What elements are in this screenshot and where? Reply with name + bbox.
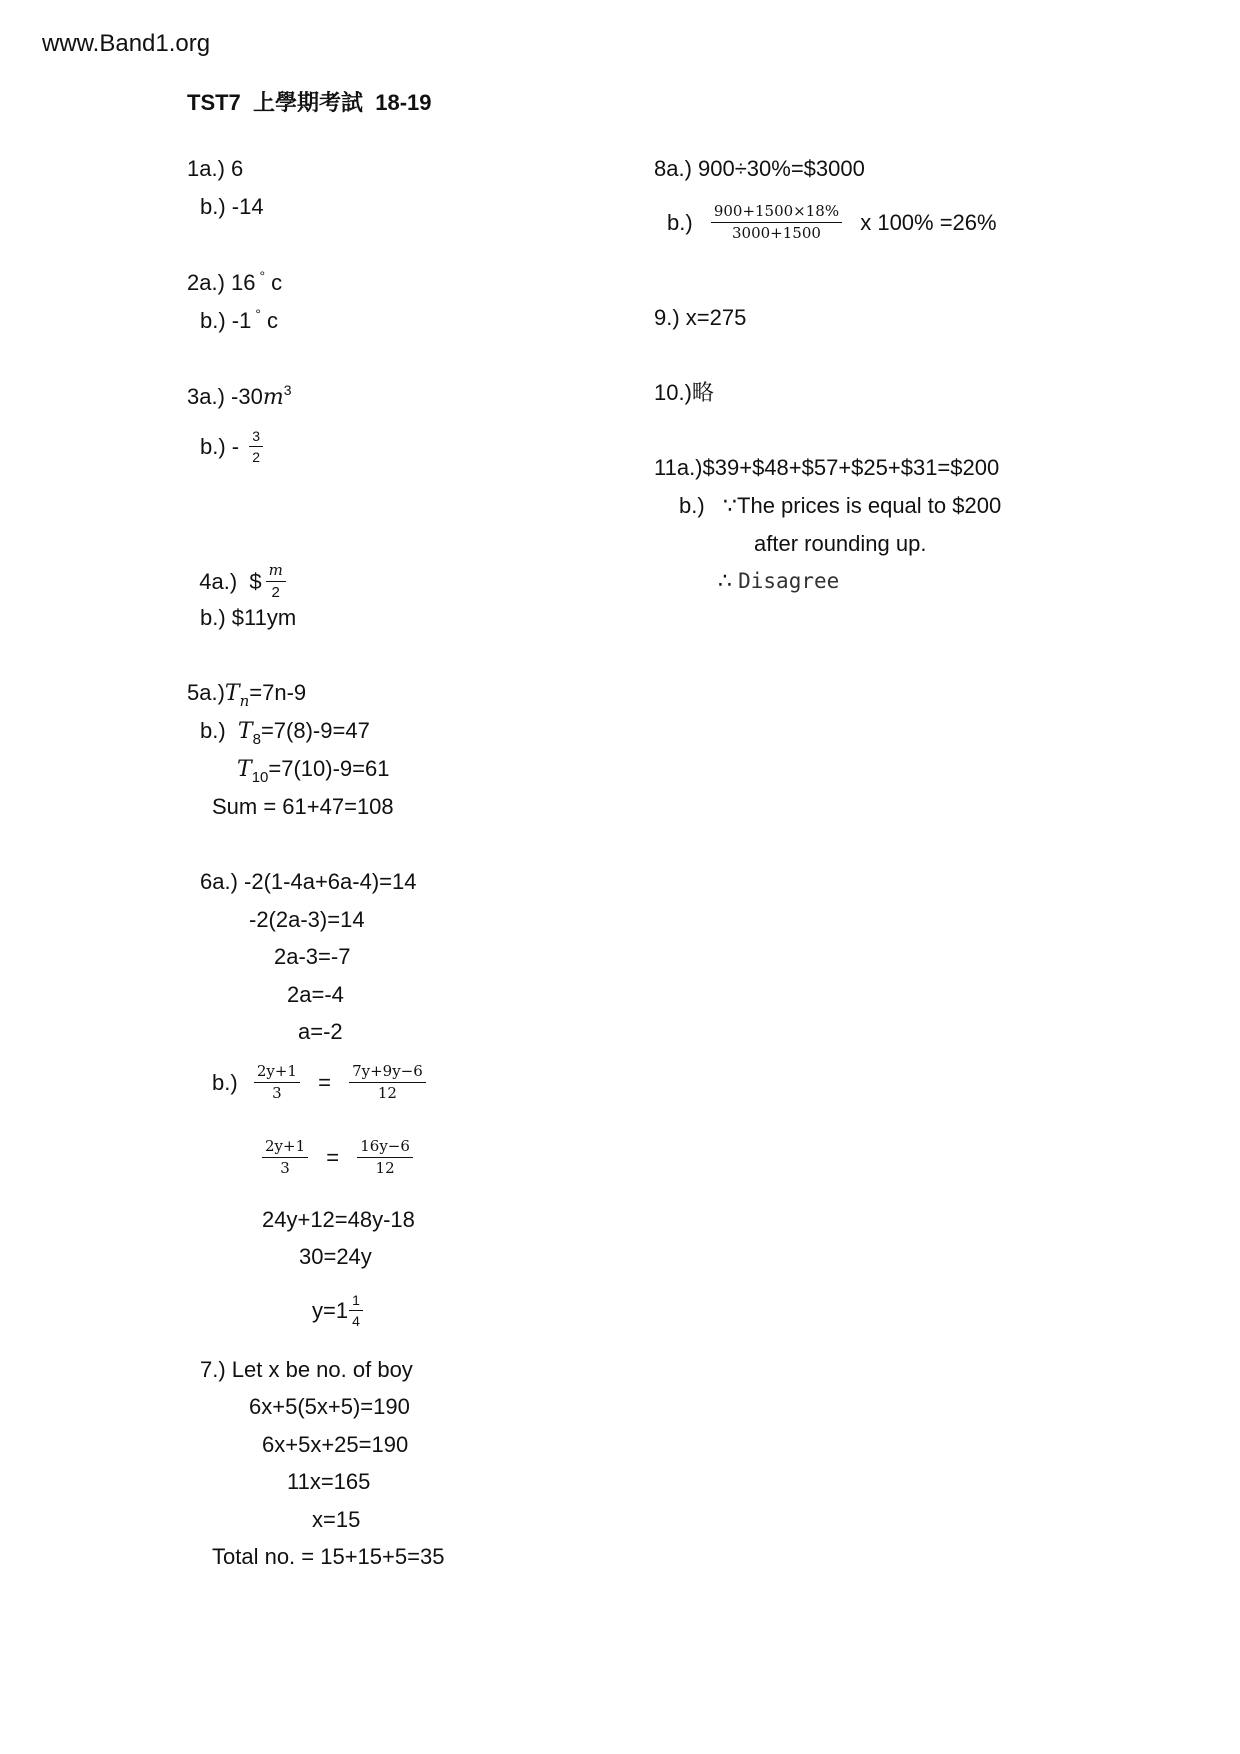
q1a-answer: 1a.) 6 [187, 156, 244, 181]
q6a-line: a=-2 [298, 1019, 343, 1044]
q11b-line2: after rounding up. [754, 531, 927, 556]
fraction: $\frac{2y+1}{3}$ [254, 1063, 300, 1103]
degree-symbol: ° [255, 306, 261, 322]
site-watermark: www.Band1.org [42, 30, 211, 57]
page-title: TST7 上學期考試 18-19 [187, 90, 432, 115]
fraction: $\frac{1}{4}$ [349, 1292, 363, 1329]
degree-symbol: ° [259, 268, 266, 284]
q11b-conclusion: ∴ Disagree [718, 569, 840, 594]
q1b-answer: b.) -14 [200, 194, 264, 219]
q4b-answer: b.) $11ym [200, 605, 297, 630]
fraction: $\frac{2y+1}{3}$ [262, 1138, 308, 1178]
q5b-sum: Sum = 61+47=108 [212, 794, 394, 819]
q6a-line: -2(2a-3)=14 [249, 907, 365, 932]
fraction: $\frac{3}{2}$ [249, 428, 263, 465]
q7-line: 6x+5x+25=190 [262, 1432, 409, 1457]
therefore-symbol: ∴ [718, 569, 732, 594]
q5b-line2: $T_{10}=7(10)-9=61$ [237, 756, 390, 786]
q6b-line3: 24y+12=48y-18 [262, 1207, 415, 1232]
q7-line: 6x+5(5x+5)=190 [249, 1394, 410, 1419]
q5a-answer: $5a.)T_n=7n-9$ [187, 680, 307, 710]
q10-answer: 10.)略 [654, 380, 714, 405]
because-symbol: ∵ [723, 494, 738, 519]
q6b-final: y=1 $\frac{1}{4}$ [312, 1292, 367, 1329]
q8b-answer: b.) $\frac{900+1500\times 18\%}{3000+1500}$ x 100% =26% [667, 202, 997, 243]
q5b-line1: b.) $T_8=7(8)-9=47$ [200, 718, 370, 748]
q3a-answer: 3a.) $-30m^3$ [187, 382, 292, 410]
q7-line: 11x=165 [287, 1469, 371, 1494]
fraction: $\frac{900+1500\times 18\%}{3000+1500}$ [711, 203, 842, 243]
fraction: $\frac{m}{2}$ [266, 562, 286, 602]
q8a-answer: 8a.) 900÷30%=$3000 [654, 156, 865, 181]
q9-answer: 9.) x=275 [654, 305, 747, 330]
q6a-line: 2a=-4 [287, 982, 344, 1007]
q7-line: 7.) Let x be no. of boy [200, 1357, 413, 1382]
fraction: $\frac{7y+9y-6}{12}$ [349, 1063, 426, 1103]
q6b-line2: $\frac{2y+1}{3}$ = $\frac{16y-6}{12}$ [258, 1138, 417, 1178]
q6a-line: 2a-3=-7 [274, 944, 351, 969]
q4a-answer: 4a.) $ $\frac{m}{2}$ [187, 540, 290, 602]
q6a-line: 6a.) -2(1-4a+6a-4)=14 [200, 869, 417, 894]
q11a-answer: 11a.)$39+$48+$57+$25+$31=$200 [654, 455, 1000, 480]
q6b-line1: b.) $\frac{2y+1}{3}$ = $\frac{7y+9y-6}{12}$ [212, 1063, 430, 1103]
q2a-answer: 2a.) 16 ° c [187, 268, 283, 295]
q2b-answer: b.) -1 ° c [200, 306, 278, 333]
q7-line: Total no. = 15+15+5=35 [212, 1544, 445, 1569]
fraction: $\frac{16y-6}{12}$ [357, 1138, 413, 1178]
q7-line: x=15 [312, 1507, 361, 1532]
q6b-line4: 30=24y [299, 1244, 372, 1269]
q3b-answer: b.) - $\frac{3}{2}$ [200, 428, 267, 465]
q11b-line1: b.) ∵The prices is equal to $200 [679, 493, 1002, 519]
